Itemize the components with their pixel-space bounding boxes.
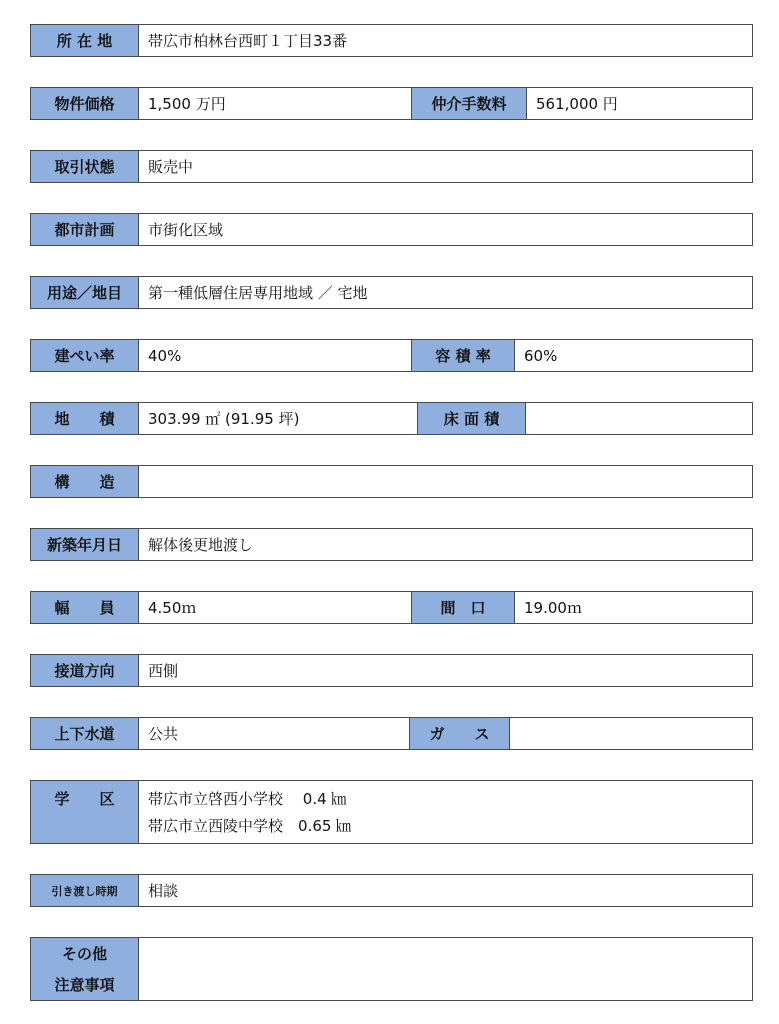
gas-value [510, 718, 752, 749]
land-area-label: 地 積 [31, 403, 139, 434]
frontage-label: 間 口 [411, 592, 515, 623]
zoning-value: 第一種低層住居専用地域 ／ 宅地 [148, 284, 368, 302]
gas-label: ガ ス [409, 718, 510, 749]
water-value: 公共 [148, 725, 179, 743]
notes-label-line2: 注意事項 [54, 976, 115, 994]
row-location [30, 24, 753, 57]
commission-label: 仲介手数料 [411, 88, 527, 119]
status-label: 取引状態 [31, 151, 139, 182]
row-road [30, 654, 753, 687]
location-value: 帯広市柏林台西町１丁目33番 [148, 32, 348, 50]
handover-label: 引き渡し時期 [31, 875, 139, 906]
row-water [30, 717, 753, 750]
row-notes [30, 937, 753, 1001]
floor-area-ratio-label: 容 積 率 [411, 340, 515, 371]
road-width-value: 4.50ｍ [148, 599, 197, 617]
row-coverage [30, 339, 753, 372]
structure-value [139, 466, 752, 497]
school-district-values [139, 781, 752, 843]
notes-label-line1: その他 [61, 945, 107, 963]
elementary-school: 帯広市立啓西小学校 0.4 ㎞ [148, 790, 347, 808]
floor-area-value [526, 403, 752, 434]
road-direction-value: 西側 [148, 662, 179, 680]
frontage-value: 19.00ｍ [524, 599, 582, 617]
price-value: 1,500 万円 [148, 95, 226, 113]
row-school [30, 780, 753, 844]
junior-high-school: 帯広市立西陵中学校 0.65 ㎞ [148, 817, 352, 835]
zoning-label: 用途／地目 [31, 277, 139, 308]
row-structure [30, 465, 753, 498]
coverage-value: 40% [148, 346, 182, 365]
commission-value: 561,000 円 [536, 95, 618, 113]
road-width-label: 幅 員 [31, 592, 139, 623]
built-value: 解体後更地渡し [148, 536, 254, 554]
land-area-value: 303.99 ㎡ (91.95 坪) [148, 410, 300, 428]
row-area [30, 402, 753, 435]
row-width [30, 591, 753, 624]
city-planning-label: 都市計画 [31, 214, 139, 245]
notes-value [139, 938, 752, 1000]
row-handover [30, 874, 753, 907]
school-district-label: 学 区 [31, 781, 139, 843]
floor-area-ratio-value: 60% [524, 346, 558, 365]
row-zoning [30, 276, 753, 309]
notes-label [31, 938, 139, 1000]
road-direction-label: 接道方向 [31, 655, 139, 686]
built-label: 新築年月日 [31, 529, 139, 560]
handover-value: 相談 [148, 882, 179, 900]
structure-label: 構 造 [31, 466, 139, 497]
price-label: 物件価格 [31, 88, 139, 119]
row-status [30, 150, 753, 183]
row-city-planning [30, 213, 753, 246]
row-built [30, 528, 753, 561]
row-price [30, 87, 753, 120]
coverage-label: 建ぺい率 [31, 340, 139, 371]
status-value: 販売中 [148, 158, 194, 176]
city-planning-value: 市街化区域 [148, 221, 224, 239]
floor-area-label: 床 面 積 [417, 403, 526, 434]
location-label: 所 在 地 [31, 25, 139, 56]
water-label: 上下水道 [31, 718, 139, 749]
